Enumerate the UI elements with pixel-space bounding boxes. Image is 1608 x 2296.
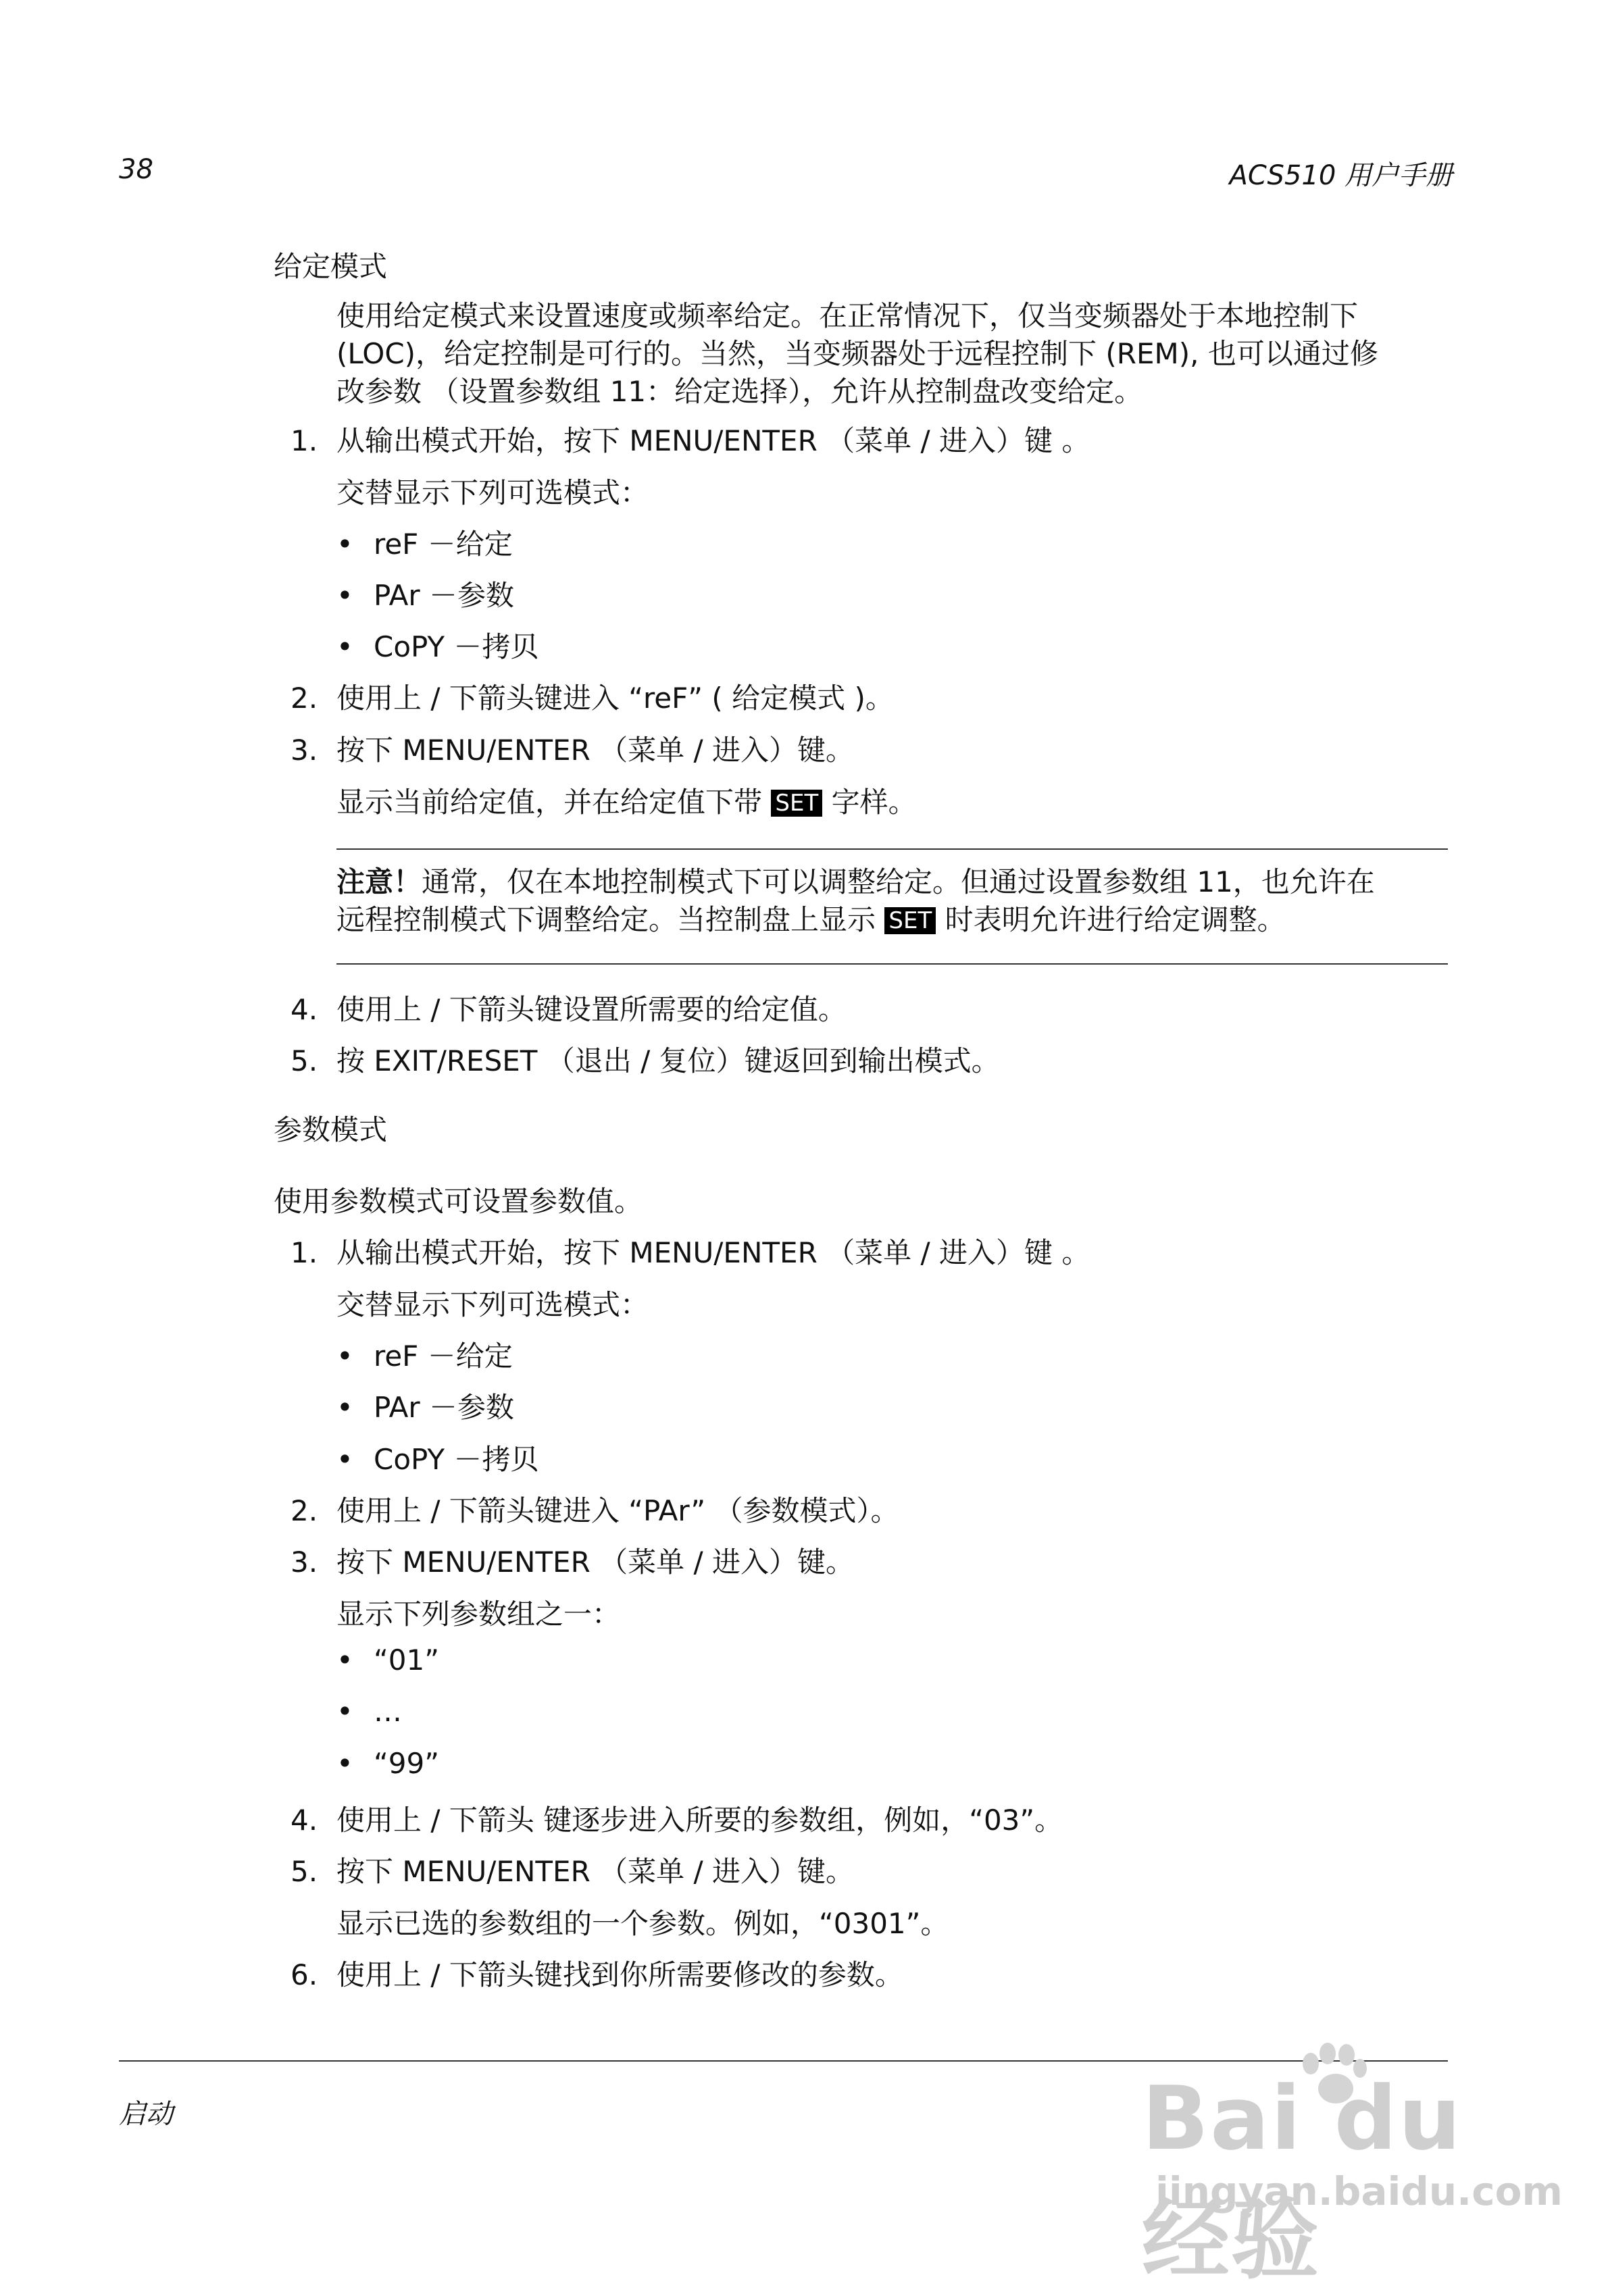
step-number: 2. [291,1494,318,1527]
alt-display-text: 交替显示下列可选模式： [336,476,649,509]
section-heading-parameter-mode: 参数模式 [274,1113,388,1146]
intro-line: (LOC)，给定控制是可行的。当然，当变频器处于远程控制下 (REM), 也可以通过修 [336,337,1378,370]
step-item [291,1540,854,1581]
step-number: 5. [291,1044,318,1077]
list-item: • PAr －参数 [336,1391,514,1424]
list-item: • reF －给定 [336,1340,513,1373]
step-text: 使用上 / 下箭头 键逐步进入所要的参数组，例如，“03”。 [336,1804,1063,1837]
step-item [291,1231,1090,1271]
list-item: • CoPY －拷贝 [336,1443,539,1476]
step-number: 4. [291,993,318,1026]
page-number: 38 [119,154,153,185]
step-number: 1. [291,1236,318,1269]
watermark-url: jingyan.baidu.com [1155,2168,1563,2214]
list-item: • CoPY －拷贝 [336,630,539,663]
section1-intro [336,297,1458,411]
step-number: 3. [291,734,318,767]
set-badge: SET [771,790,822,817]
set-badge: SET [884,907,936,934]
step-text: 使用上 / 下箭头键进入 “reF” ( 给定模式 )。 [336,682,894,715]
watermark-logo: Bai du 经验 [1142,2067,1463,2291]
step-item [291,988,847,1028]
step-text: 使用上 / 下箭头键设置所需要的给定值。 [336,993,847,1026]
footer-section-name: 启动 [119,2099,173,2130]
step-text: 从输出模式开始，按下 MENU/ENTER （菜单 / 进入）键 。 [336,1236,1090,1269]
section2-intro: 使用参数模式可设置参数值。 [274,1185,643,1218]
step-number: 6. [291,1958,318,1991]
step-item [291,1953,903,1993]
document-title: ACS510 用户手册 [1229,160,1453,191]
step-text: 按下 MENU/ENTER （菜单 / 进入）键。 [336,1855,854,1888]
step-text: 按 EXIT/RESET （退出 / 复位）键返回到输出模式。 [336,1044,1000,1077]
step-number: 2. [291,682,318,715]
step-item [291,676,894,717]
note-box: 注意！通常，仅在本地控制模式下可以调整给定。但通过设置参数组 11，也允许在 远程控制模式下调整给定。当控制盘上显示 SET 时表明允许进行给定调整。 [336,865,1375,936]
note-top-rule [336,848,1448,850]
step-number: 4. [291,1804,318,1837]
intro-line: 使用给定模式来设置速度或频率给定。在正常情况下，仅当变频器处于本地控制下 [336,299,1359,332]
step-item [291,1039,1000,1079]
list-item: • … [336,1695,402,1728]
step-item [291,1798,1063,1839]
step-text: 从输出模式开始，按下 MENU/ENTER （菜单 / 进入）键 。 [336,424,1090,457]
step-number: 1. [291,424,318,457]
list-item: • PAr －参数 [336,579,514,612]
intro-line: 改参数 （设置参数组 11：给定选择），允许从控制盘改变给定。 [336,375,1143,408]
baidu-watermark [1142,2040,1563,2291]
list-item: • “01” [336,1643,439,1677]
step-number: 5. [291,1855,318,1888]
list-item: • “99” [336,1747,439,1780]
step-text: 按下 MENU/ENTER （菜单 / 进入）键。 [336,1546,854,1579]
step-item [291,1849,854,1890]
alt-display-text: 交替显示下列可选模式： [336,1288,649,1321]
step-item [291,1489,899,1529]
list-item: • reF －给定 [336,528,513,561]
note-bottom-rule [336,963,1448,965]
note-label: 注意！ [336,865,422,898]
group-display-text: 显示下列参数组之一： [336,1598,621,1631]
show-current-text: 显示当前给定值，并在给定值下带 SET 字样。 [336,786,917,819]
step-text: 按下 MENU/ENTER （菜单 / 进入）键。 [336,734,854,767]
param-display-text: 显示已选的参数组的一个参数。例如，“0301”。 [336,1907,949,1940]
section-heading-reference-mode: 给定模式 [274,250,388,283]
step-text: 使用上 / 下箭头键找到你所需要修改的参数。 [336,1958,903,1991]
step-number: 3. [291,1546,318,1579]
step-item [291,419,1090,459]
step-text: 使用上 / 下箭头键进入 “PAr” （参数模式）。 [336,1494,899,1527]
step-item [291,728,854,769]
